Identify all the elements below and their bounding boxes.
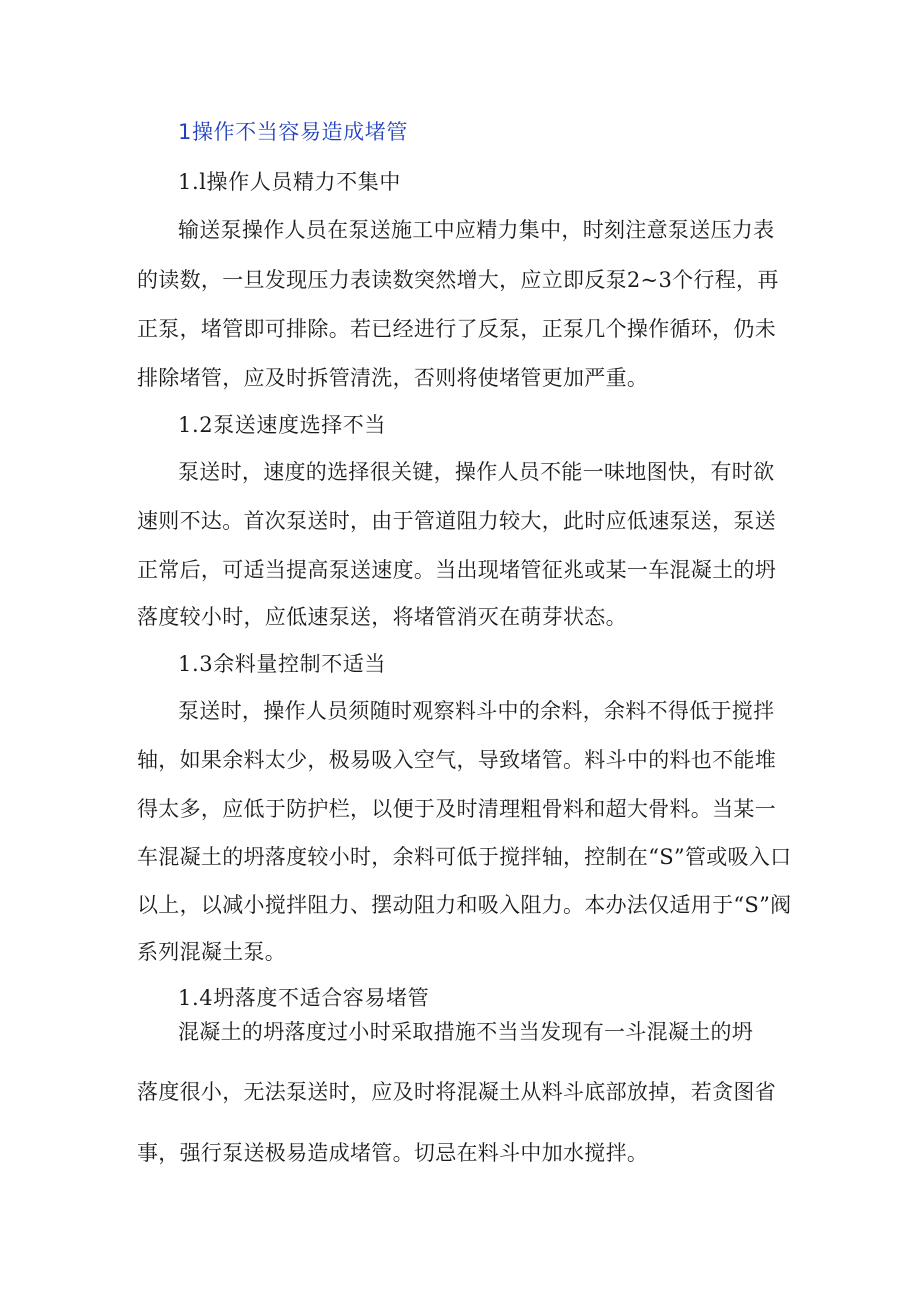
section-heading-1-3: 1.3余料量控制不适当: [178, 652, 386, 676]
section-heading-1-1: 1.l操作人员精力不集中: [178, 170, 401, 194]
paragraph-line: 泵送时，操作人员须随时观察料斗中的余料，余料不得低于搅拌: [178, 699, 775, 723]
paragraph-line: 混凝土的坍落度过小时采取措施不当当发现有一斗混凝土的坍: [178, 1020, 754, 1044]
paragraph-line: 正常后，可适当提高泵送速度。当出现堵管征兆或某一车混凝土的坍: [137, 558, 776, 582]
paragraph-line: 事，强行泵送极易造成堵管。切忌在料斗中加水搅拌。: [137, 1141, 649, 1165]
paragraph-line: 轴，如果余料太少，极易吸入空气，导致堵管。料斗中的料也不能堆: [137, 748, 776, 772]
paragraph-line: 车混凝土的坍落度较小时，余料可低于搅拌轴，控制在“S”管或吸入口: [137, 845, 792, 869]
paragraph-line: 的读数，一旦发现压力表读数突然增大，应立即反泵2~3个行程，再: [137, 268, 779, 292]
paragraph-line: 系列混凝土泵。: [137, 940, 287, 964]
paragraph-line: 落度很小，无法泵送时，应及时将混凝土从料斗底部放掉，若贪图省: [137, 1080, 776, 1104]
paragraph-line: 落度较小时，应低速泵送，将堵管消灭在萌芽状态。: [137, 605, 627, 629]
paragraph-line: 排除堵管，应及时拆管清洗，否则将使堵管更加严重。: [137, 366, 649, 390]
paragraph-line: 以上，以减小搅拌阻力、摆动阻力和吸入阻力。本办法仅适用于“S”阀: [137, 893, 792, 917]
section-heading-1-4: 1.4坍落度不适合容易堵管: [178, 986, 430, 1010]
paragraph-line: 得太多，应低于防护栏，以便于及时清理粗骨料和超大骨料。当某一: [137, 797, 776, 821]
section-heading-1-2: 1.2泵送速度选择不当: [178, 413, 386, 437]
paragraph-line: 泵送时，速度的选择很关键，操作人员不能一味地图快，有时欲: [178, 460, 775, 484]
paragraph-line: 正泵，堵管即可排除。若已经进行了反泵，正泵几个操作循环，仍未: [137, 317, 776, 341]
document-title: 1操作不当容易造成堵管: [178, 120, 408, 144]
paragraph-line: 输送泵操作人员在泵送施工中应精力集中，时刻注意泵送压力表: [178, 218, 775, 242]
paragraph-line: 速则不达。首次泵送时，由于管道阻力较大，此时应低速泵送，泵送: [137, 509, 776, 533]
